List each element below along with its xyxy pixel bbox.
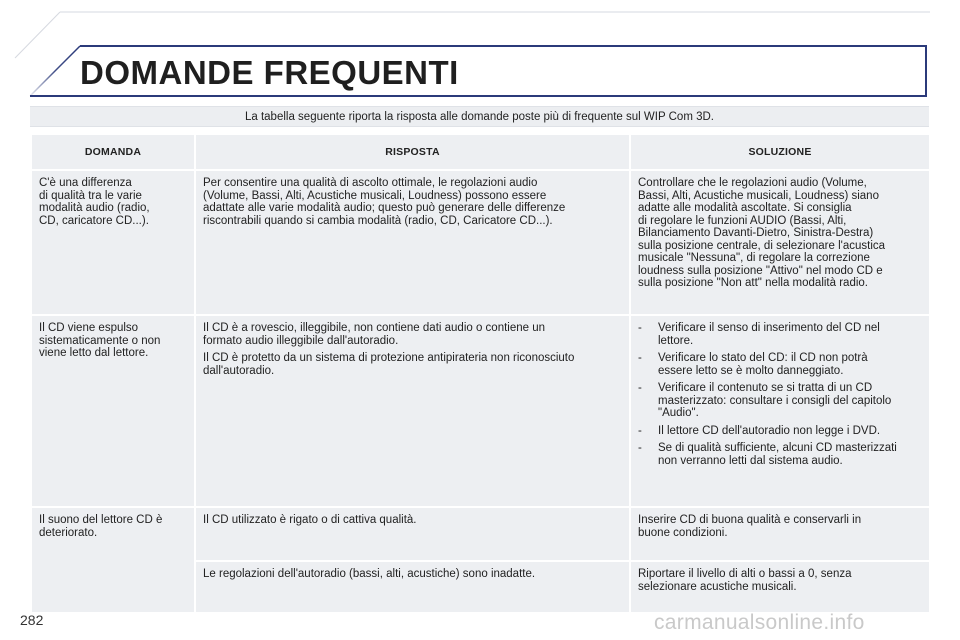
solution-cell <box>631 316 929 506</box>
answer-cell <box>196 316 629 506</box>
answer-text: Le regolazioni dell'autoradio (bassi, alti, acustiche) sono inadatte. <box>203 568 536 580</box>
solution-bullet-list <box>638 322 923 467</box>
question-cell <box>32 171 194 314</box>
page-title: DOMANDE FREQUENTI <box>80 54 459 91</box>
header-solution: SOLUZIONE <box>631 135 929 169</box>
list-item: - Se di qualità sufficiente, alcuni CD masterizzati non verranno letti dal sistema audio. <box>638 442 923 467</box>
question-text: Il suono del lettore CD è deteriorato. <box>39 514 163 539</box>
solution-cell <box>631 171 929 314</box>
list-item: - Verificare il senso di inserimento del CD nel lettore. <box>638 322 923 347</box>
header-question: DOMANDA <box>32 135 194 169</box>
answer-text: Per consentire una qualità di ascolto ottimale, le regolazioni audio (Volume, Bassi, Alti, Acustiche musicali, Loudness) possono essere adattate alle varie modalità audio; questo può generare delle differenze riscontrabili quando si cambia modalità (radio, CD, Caricatore CD...). <box>203 177 566 227</box>
question-cell <box>32 316 194 506</box>
question-text: C'è una differenza di qualità tra le varie modalità audio (radio, CD, caricatore CD...). <box>39 177 150 227</box>
question-text: Il CD viene espulso sistematicamente o non viene letto dal lettore. <box>39 322 161 359</box>
table-header-row <box>32 135 929 169</box>
faq-table <box>30 133 931 614</box>
answer-cell <box>196 508 629 560</box>
table-row <box>32 316 929 506</box>
list-item: - Il lettore CD dell'autoradio non legge i DVD. <box>638 425 923 438</box>
solution-text: Inserire CD di buona qualità e conservarli in buone condizioni. <box>638 514 862 539</box>
watermark: carmanualsonline.info <box>654 611 865 634</box>
table-row <box>32 171 929 314</box>
table-row <box>32 508 929 560</box>
list-item: - Verificare il contenuto se si tratta di un CD masterizzato: consultare i consigli del capitolo "Audio". <box>638 382 923 420</box>
solution-text: Controllare che le regolazioni audio (Volume, Bassi, Alti, Acustiche musicali, Loudness) siano adatte alle modalità ascoltate. Si consiglia di regolare le funzioni AUDIO (Bassi, Alti, Bilanciamento Davanti-Dietro, Sinistra-Destra) sulla posizione centrale, di selezionare l'acustica musicale "Nessuna", di regolare la correzione loudness sulla posizione "Attivo" nel modo CD e sulla posizione "Non att" nella modalità radio. <box>638 177 886 289</box>
solution-text: Riportare il livello di alti o bassi a 0, senza selezionare acustiche musicali. <box>638 568 852 593</box>
answer-cell <box>196 171 629 314</box>
intro-text: La tabella seguente riporta la risposta alle domande poste più di frequente sul WIP Com 3D. <box>30 106 929 127</box>
answer-text: Il CD utilizzato è rigato o di cattiva qualità. <box>203 514 417 526</box>
list-item: - Verificare lo stato del CD: il CD non potrà essere letto se è molto danneggiato. <box>638 352 923 377</box>
page-number: 282 <box>20 612 44 628</box>
answer-cell <box>196 562 629 612</box>
answer-text: Il CD è protetto da un sistema di protezione antipirateria non riconosciuto dall'autoradio. <box>203 352 575 377</box>
answer-text: Il CD è a rovescio, illeggibile, non contiene dati audio o contiene un formato audio illeggibile dall'autoradio. <box>203 322 546 347</box>
solution-cell <box>631 508 929 560</box>
solution-cell <box>631 562 929 612</box>
header-answer: RISPOSTA <box>196 135 629 169</box>
question-cell <box>32 508 194 612</box>
